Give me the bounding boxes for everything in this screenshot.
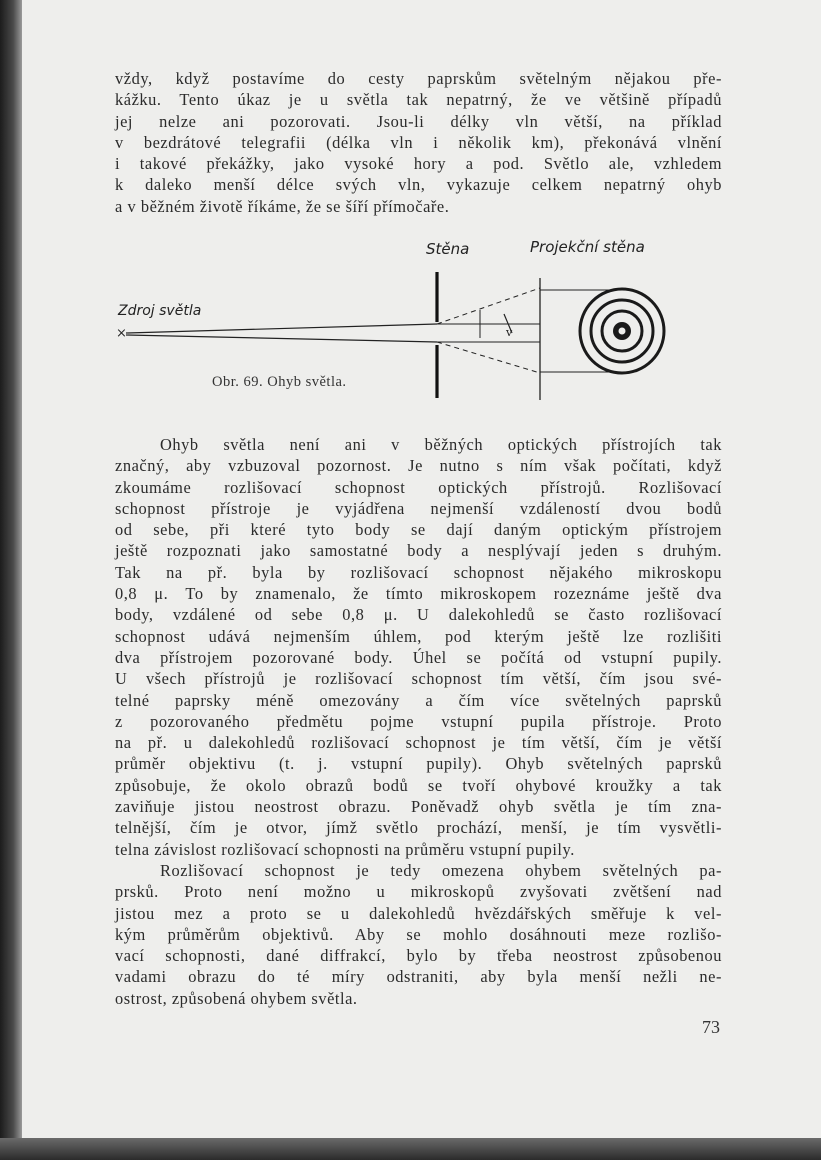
text-line: kým průměrům objektivů. Aby se mohlo dosáhnouti meze rozlišo- <box>115 924 722 944</box>
text-line: i takové překážky, jako vysoké hory a pod. Světlo ale, vzhledem <box>115 154 722 174</box>
text-line: ostrost, způsobená ohybem světla. <box>115 988 358 1008</box>
ray-upper <box>126 324 437 333</box>
text-line: ještě rozpoznati jako samostatné body a nesplývají jeden s druhým. <box>115 541 722 561</box>
text-line: Tak na př. byla by rozlišovací schopnost nějakého mikroskopu <box>115 562 722 582</box>
figure-caption: Obr. 69. Ohyb světla. <box>212 374 347 390</box>
figure-diffraction-diagram <box>112 238 712 408</box>
ring-center-dot <box>619 328 626 335</box>
diffracted-ray-top <box>437 288 540 324</box>
light-source-icon: × <box>116 326 127 341</box>
diffracted-ray-bottom <box>437 342 540 373</box>
text-line: vací schopnosti, dané diffrakcí, bylo by třeba neostrost způsobenou <box>115 946 722 966</box>
text-line: telnější, čím je otvor, jímž světlo prochází, menší, je tím vysvětli- <box>115 818 722 838</box>
text-line: zkoumáme rozlišovací schopnost optických přístrojů. Rozlišovací <box>115 477 722 497</box>
text-line: od sebe, při které tyto body se dají daným optickým přístrojem <box>115 520 722 540</box>
text-line: prsků. Proto není možno u mikroskopů zvyšovati zvětšení nad <box>115 882 722 902</box>
text-line: způsobuje, že okolo obrazů bodů se tvoří ohybové kroužky a tak <box>115 775 722 795</box>
angle-symbol: v <box>506 326 513 339</box>
text-line: a v běžném životě říkáme, že se šíří přímočaře. <box>115 196 450 216</box>
text-line: značný, aby vzbuzoval pozornost. Je nutno s ním však počítati, když <box>115 456 722 476</box>
text-line: k daleko menší délce svých vln, vykazuje celkem nepatrný ohyb <box>115 175 722 195</box>
text-line: jistou mez a proto se u dalekohledů hvězdářských směřuje k vel- <box>115 903 722 923</box>
text-line: na př. u dalekohledů rozlišovací schopnost je tím větší, čím je větší <box>115 733 722 753</box>
text-line: kážku. Tento úkaz je u světla tak nepatrný, že ve většině případů <box>115 90 722 110</box>
text-line: vadami obrazu do té míry odstraniti, aby byla menší nežli ne- <box>115 967 722 987</box>
text-line: v bezdrátové telegrafii (délka vln i několik km), překonává vlnění <box>115 132 722 152</box>
text-line: průměr objektivu (t. j. vstupní pupily). Ohyb světelných paprsků <box>115 754 722 774</box>
diffraction-rings <box>580 289 664 373</box>
label-wall: Stěna <box>426 240 470 258</box>
text-line: dva přístrojem pozorované body. Úhel se počítá od vstupní pupily. <box>115 647 722 667</box>
text-line: vždy, když postavíme do cesty paprskům světelným nějakou pře- <box>115 69 722 88</box>
text-line: schopnost přístroje je vyjádřena nejmenší vzdáleností dvou bodů <box>115 498 722 518</box>
text-line: Rozlišovací schopnost je tedy omezena ohybem světelných pa- <box>160 860 722 880</box>
text-line: telné paprsky méně omezovány a čím více světelných paprsků <box>115 690 722 710</box>
label-light-source: Zdroj světla <box>118 303 202 319</box>
ray-lower <box>126 335 437 342</box>
text-line: schopnost udává nejmenším úhlem, pod kterým ještě lze rozlišiti <box>115 626 722 646</box>
text-line: body, vzdálené od sebe 0,8 μ. U dalekohledů se často rozlišovací <box>115 605 722 625</box>
paragraph-resolution <box>115 434 722 1009</box>
text-line: U všech přístrojů je rozlišovací schopnost tím větší, čím jsou své- <box>115 669 722 689</box>
paragraph-diffraction-intro <box>115 68 722 217</box>
text-line: z pozorovaného předmětu pojme vstupní pupila přístroje. Proto <box>115 711 722 731</box>
book-gutter-shadow <box>0 0 22 1160</box>
text-line: 0,8 μ. To by znamenalo, že tímto mikroskopem rozeznáme ještě dva <box>115 584 722 604</box>
diffraction-diagram-svg <box>112 238 712 408</box>
text-line: jej nelze ani pozorovati. Jsou-li délky vln větší, na příklad <box>115 111 722 131</box>
page-number: 73 <box>702 1017 720 1037</box>
text-line: telna závislost rozlišovací schopnosti na průměru vstupní pupily. <box>115 839 575 859</box>
text-line: zaviňuje jistou neostrost obrazu. Poněvadž ohyb světla je tím zna- <box>115 797 722 817</box>
page-bottom-edge <box>0 1138 821 1160</box>
label-projection-wall: Projekční stěna <box>530 238 645 256</box>
text-line: Ohyb světla není ani v běžných optických přístrojích tak <box>160 435 722 454</box>
